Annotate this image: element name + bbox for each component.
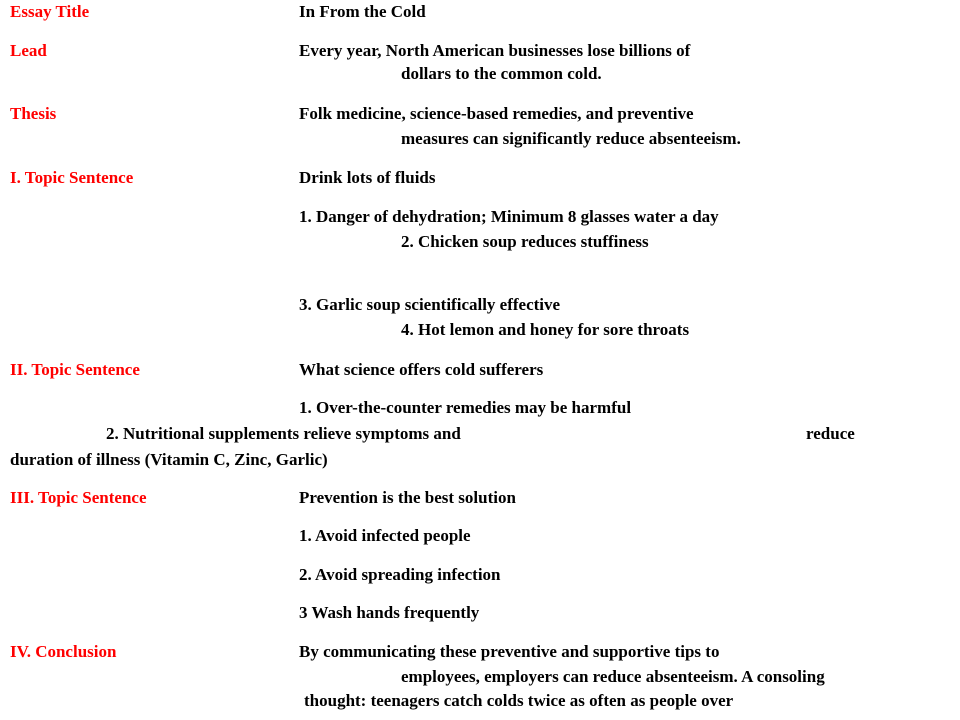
topic-2-point-1: 1. Over-the-counter remedies may be harmful	[299, 398, 632, 417]
topic-2-point-2-continued: reduce	[806, 424, 855, 443]
essay-title-label: Essay Title	[10, 2, 90, 21]
topic-1-point: 3. Garlic soup scientifically effective	[299, 295, 561, 314]
topic-3-point: 2. Avoid spreading infection	[299, 565, 501, 584]
topic-1-sentence: Drink lots of fluids	[299, 168, 436, 187]
conclusion-line-3: thought: teenagers catch colds twice as often as people over	[304, 691, 734, 710]
thesis-label: Thesis	[10, 104, 57, 123]
topic-2-label: II. Topic Sentence	[10, 360, 140, 379]
topic-2-point-2-wrap: duration of illness (Vitamin C, Zinc, Garlic)	[10, 450, 328, 469]
lead-line-2: dollars to the common cold.	[401, 64, 602, 83]
topic-2-sentence: What science offers cold sufferers	[299, 360, 544, 379]
thesis-line-2: measures can significantly reduce absenteeism.	[401, 129, 741, 148]
topic-1-label: I. Topic Sentence	[10, 168, 134, 187]
conclusion-label: IV. Conclusion	[10, 642, 117, 661]
topic-1-point: 4. Hot lemon and honey for sore throats	[401, 320, 690, 339]
conclusion-line-1: By communicating these preventive and supportive tips to	[299, 642, 720, 661]
topic-3-point: 1. Avoid infected people	[299, 526, 471, 545]
lead-label: Lead	[10, 41, 47, 60]
topic-1-point: 2. Chicken soup reduces stuffiness	[401, 232, 649, 251]
conclusion-line-2: employees, employers can reduce absenteeism. A consoling	[401, 667, 825, 686]
topic-3-label: III. Topic Sentence	[10, 488, 147, 507]
topic-2-point-2: 2. Nutritional supplements relieve symptoms and	[106, 424, 461, 443]
lead-line-1: Every year, North American businesses lose billions of	[299, 41, 691, 60]
thesis-line-1: Folk medicine, science-based remedies, and preventive	[299, 104, 694, 123]
topic-3-point: 3 Wash hands frequently	[299, 603, 480, 622]
topic-1-point: 1. Danger of dehydration; Minimum 8 glasses water a day	[299, 207, 719, 226]
essay-title-text: In From the Cold	[299, 2, 426, 21]
topic-3-sentence: Prevention is the best solution	[299, 488, 516, 507]
